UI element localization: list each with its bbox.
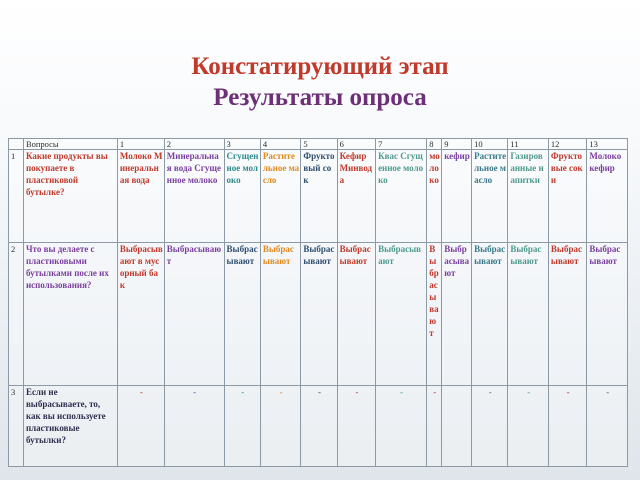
answer-cell: - xyxy=(139,387,143,397)
question-text: Если не выбрасываете, то, как вы используете пластиковые бутылки? xyxy=(23,386,117,467)
slide-subtitle: Результаты опроса xyxy=(213,84,427,111)
answer-cell: Газированные напитки xyxy=(508,150,549,243)
answer-cell: - xyxy=(355,387,359,397)
answer-cell: Выбрасывают xyxy=(587,243,628,386)
questions-header: Вопросы xyxy=(23,139,117,150)
column-header: 1 xyxy=(117,139,164,150)
answer-cell: - xyxy=(527,387,531,397)
answer-cell: - xyxy=(433,387,437,397)
column-header: 6 xyxy=(337,139,375,150)
slide-title: Констатирующий этап xyxy=(191,53,449,80)
answer-cell: - xyxy=(400,387,404,397)
answer-cell: Выбрасывают xyxy=(376,243,427,386)
answer-cell: Выбрасывают xyxy=(224,243,260,386)
question-text: Что вы делаете с пластиковыми бутылками после их использования? xyxy=(23,243,117,386)
column-header: 5 xyxy=(301,139,337,150)
column-header: 11 xyxy=(508,139,549,150)
row-number: 3 xyxy=(9,386,24,467)
answer-cell: - xyxy=(318,387,322,397)
answer-cell: Фруктовый сок xyxy=(301,150,337,243)
row-number: 2 xyxy=(9,243,24,386)
column-header: 12 xyxy=(548,139,586,150)
column-header: 4 xyxy=(260,139,301,150)
answer-cell: - xyxy=(606,387,610,397)
table-row xyxy=(9,386,628,467)
column-header: 2 xyxy=(164,139,224,150)
answer-cell: - xyxy=(193,387,197,397)
answer-cell: Минеральная вода Сгущенное молоко xyxy=(164,150,224,243)
answer-cell: Молоко кефир xyxy=(587,150,628,243)
answer-cell: Сгущенное молоко xyxy=(224,150,260,243)
column-header: 10 xyxy=(472,139,508,150)
answer-cell: - xyxy=(566,387,570,397)
answer-cell: Выбрасывают в мусорный бак xyxy=(117,243,164,386)
answer-cell: Растительное масло xyxy=(472,150,508,243)
slide-header xyxy=(0,52,640,114)
corner-cell xyxy=(9,139,24,150)
answer-cell: Кефир Минвода xyxy=(337,150,375,243)
column-header: 8 xyxy=(427,139,442,150)
column-header: 3 xyxy=(224,139,260,150)
row-number: 1 xyxy=(9,150,24,243)
answer-cell: Молоко Минеральная вода xyxy=(117,150,164,243)
answer-cell: Выбрасывают xyxy=(442,243,472,386)
answer-cell: Выбрасывают xyxy=(427,243,442,386)
answer-cell: Квас Сгущенное молоко xyxy=(376,150,427,243)
answer-cell: Выбрасывают xyxy=(508,243,549,386)
answer-cell: Выбрасывают xyxy=(337,243,375,386)
answer-cell: - xyxy=(241,387,245,397)
answer-cell: Выбрасывают xyxy=(548,243,586,386)
answer-cell: Фруктовые соки xyxy=(548,150,586,243)
column-header: 9 xyxy=(442,139,472,150)
answer-cell: - xyxy=(488,387,492,397)
answer-cell: Растительное масло xyxy=(260,150,301,243)
table-row xyxy=(9,243,628,386)
answer-cell: Выбрасывают xyxy=(260,243,301,386)
answer-cell: Выбрасывают xyxy=(164,243,224,386)
answer-cell: кефир xyxy=(442,150,472,243)
question-text: Какие продукты вы покупаете в пластиковой бутылке? xyxy=(23,150,117,243)
answer-cell: - xyxy=(279,387,283,397)
table-row xyxy=(9,150,628,243)
answer-cell: Выбрасывают xyxy=(472,243,508,386)
survey-results-table xyxy=(8,138,628,467)
table-header-row xyxy=(9,139,628,150)
column-header: 13 xyxy=(587,139,628,150)
answer-cell: Выбрасывают xyxy=(301,243,337,386)
column-header: 7 xyxy=(376,139,427,150)
answer-cell: молоко xyxy=(427,150,442,243)
